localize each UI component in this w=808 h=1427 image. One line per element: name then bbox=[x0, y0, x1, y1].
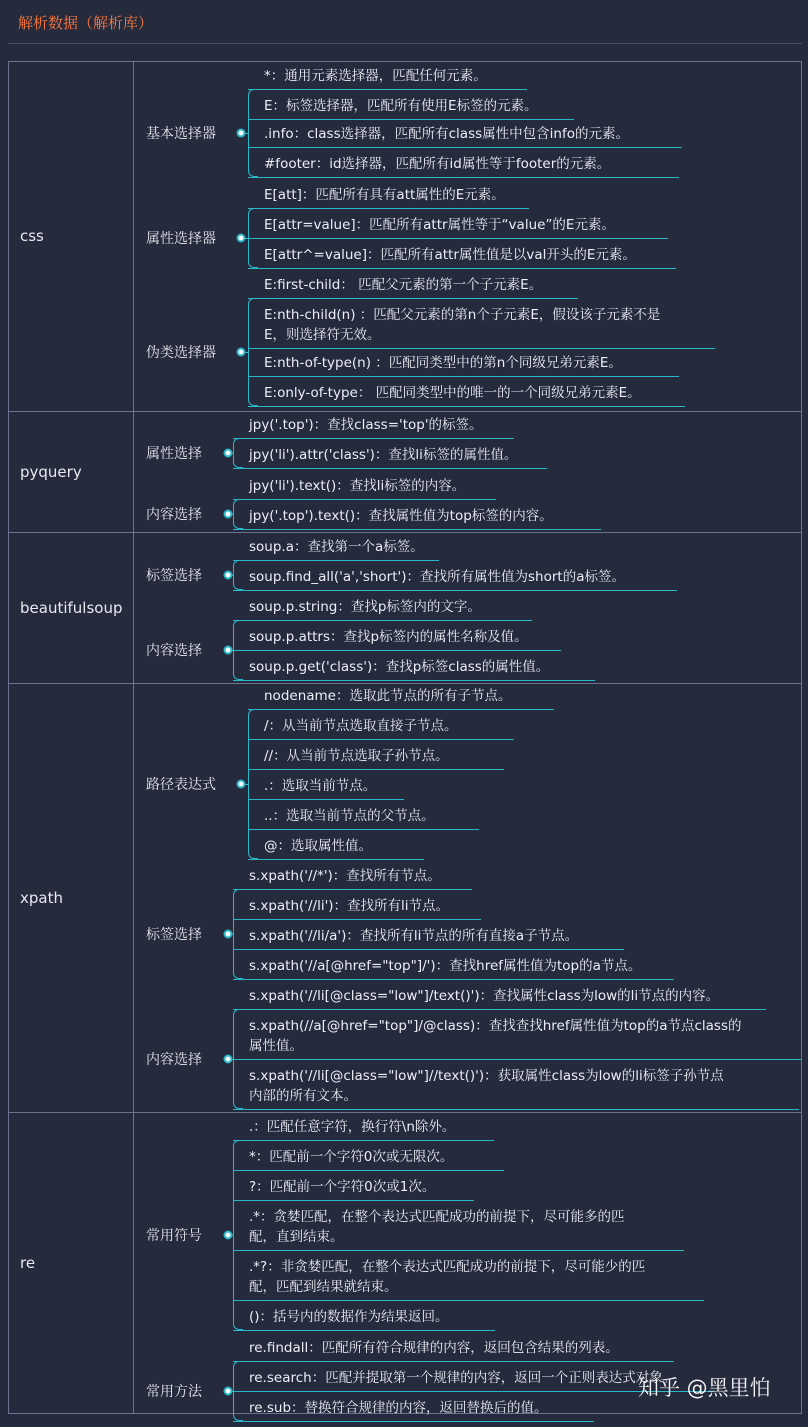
list-item bbox=[264, 124, 629, 144]
list-item bbox=[264, 245, 636, 265]
list-item-text: 内部的所有文本。 bbox=[249, 1088, 357, 1104]
group-bracket bbox=[248, 709, 258, 859]
group-label: 内容选择 bbox=[146, 643, 202, 659]
item-underline bbox=[248, 177, 679, 178]
list-item bbox=[249, 445, 517, 465]
list-item bbox=[249, 627, 528, 647]
list-item bbox=[264, 716, 458, 736]
item-underline bbox=[233, 1170, 504, 1171]
list-item-text: soup.p.string：查找p标签内的文字。 bbox=[249, 599, 481, 615]
group-node-dot bbox=[224, 571, 233, 580]
row-separator bbox=[8, 532, 802, 533]
item-underline bbox=[248, 739, 514, 740]
row-separator bbox=[8, 411, 802, 412]
list-item bbox=[249, 986, 719, 1006]
list-item-text: .*?：非贪婪匹配，在整个表达式匹配成功的前提下，尽可能少的匹 bbox=[249, 1259, 646, 1275]
list-item bbox=[249, 537, 424, 557]
list-item bbox=[249, 1147, 453, 1167]
item-underline bbox=[248, 119, 574, 120]
group-label: 标签选择 bbox=[146, 568, 202, 584]
list-item bbox=[264, 353, 622, 373]
list-item bbox=[249, 1066, 724, 1106]
group-node-dot bbox=[237, 780, 246, 789]
list-item bbox=[249, 926, 578, 946]
row-separator bbox=[8, 683, 802, 684]
watermark: 知乎 @黑里怕 bbox=[638, 1376, 771, 1400]
list-item bbox=[249, 1368, 676, 1388]
list-item-text: s.xpath('//li[@class="low"]/text()')：查找属性class为low的li节点的内容。 bbox=[249, 988, 720, 1004]
list-item bbox=[249, 1398, 548, 1418]
list-item bbox=[264, 275, 542, 295]
list-item bbox=[249, 896, 449, 916]
item-underline bbox=[233, 590, 677, 591]
list-item bbox=[249, 506, 553, 526]
list-item-text: soup.a：查找第一个a标签。 bbox=[249, 539, 424, 555]
list-item-text: s.xpath('//li/a')：查找所有li节点的所有直接a子节点。 bbox=[249, 928, 579, 944]
item-underline bbox=[233, 919, 481, 920]
item-underline bbox=[233, 468, 547, 469]
list-item-text: E:only-of-type： 匹配同类型中的唯一的一个同级兄弟元素E。 bbox=[264, 385, 641, 401]
column-divider bbox=[133, 61, 134, 1414]
list-item bbox=[264, 836, 372, 856]
list-item-text: soup.p.attrs：查找p标签内的属性名称及值。 bbox=[249, 629, 528, 645]
list-item bbox=[249, 1117, 455, 1137]
list-item-text: re.sub：替换符合规律的内容，返回替换后的值。 bbox=[249, 1400, 548, 1416]
list-item-text: ()：括号内的数据作为结果返回。 bbox=[249, 1309, 449, 1325]
item-underline bbox=[233, 979, 674, 980]
group-label: 常用符号 bbox=[146, 1228, 202, 1244]
list-item-text: nodename：选取此节点的所有子节点。 bbox=[264, 688, 512, 704]
row-separator bbox=[8, 1112, 802, 1113]
item-underline bbox=[233, 949, 624, 950]
title-bar bbox=[8, 0, 802, 44]
list-item-text: 属性值。 bbox=[249, 1038, 303, 1054]
group-node-dot bbox=[224, 449, 233, 458]
list-item-text: ..：选取当前节点的父节点。 bbox=[264, 808, 435, 824]
list-item-text: s.xpath('//li')：查找所有li节点。 bbox=[249, 898, 450, 914]
list-item bbox=[249, 1307, 449, 1327]
list-item bbox=[249, 1177, 435, 1197]
list-item-text: soup.p.get('class')：查找p标签class的属性值。 bbox=[249, 659, 550, 675]
group-label: 属性选择器 bbox=[146, 231, 216, 247]
group-bracket bbox=[248, 298, 258, 406]
list-item bbox=[249, 476, 465, 496]
group-node-dot bbox=[237, 348, 246, 357]
list-item-text: ?：匹配前一个字符0次或1次。 bbox=[249, 1179, 436, 1195]
group-node-dot bbox=[224, 510, 233, 519]
list-item-text: /：从当前节点选取直接子节点。 bbox=[264, 718, 458, 734]
list-item-text: @：选取属性值。 bbox=[264, 838, 372, 854]
list-item-text: soup.find_all('a','short')：查找所有属性值为short的a标签。 bbox=[249, 569, 625, 585]
list-item-text: jpy('li').attr('class')：查找li标签的属性值。 bbox=[249, 447, 518, 463]
list-item-text: .：选取当前节点。 bbox=[264, 778, 377, 794]
list-item-text: E:first-child： 匹配父元素的第一个子元素E。 bbox=[264, 277, 543, 293]
item-underline bbox=[248, 208, 529, 209]
group-bracket bbox=[233, 438, 243, 468]
group-bracket bbox=[248, 89, 258, 177]
item-underline bbox=[233, 650, 561, 651]
item-underline bbox=[248, 238, 668, 239]
list-item-text: s.xpath('//li[@class="low"]//text()')：获取属性class为low的li标签子孙节点 bbox=[249, 1068, 724, 1084]
group-label: 内容选择 bbox=[146, 1052, 202, 1068]
list-item bbox=[264, 806, 435, 826]
item-underline bbox=[233, 620, 532, 621]
list-item bbox=[249, 1207, 625, 1247]
item-underline bbox=[248, 348, 715, 349]
item-underline bbox=[248, 829, 479, 830]
list-item-text: E[attr=value]：匹配所有attr属性等于“value”的E元素。 bbox=[264, 217, 615, 233]
item-underline bbox=[248, 709, 554, 710]
group-node-dot bbox=[224, 1387, 233, 1396]
item-underline bbox=[248, 799, 404, 800]
list-item-text: jpy('.top')：查找class='top'的标签。 bbox=[249, 417, 483, 433]
list-item-text: 配，直到结束。 bbox=[249, 1229, 344, 1245]
list-item-text: re.search：匹配并提取第一个规律的内容，返回一个正则表达式对象。 bbox=[249, 1370, 677, 1386]
item-underline bbox=[248, 268, 676, 269]
item-underline bbox=[248, 89, 527, 90]
list-item bbox=[264, 66, 487, 86]
item-underline bbox=[248, 859, 424, 860]
list-item-text: E[attr^=value]：匹配所有attr属性值是以val开头的E元素。 bbox=[264, 247, 636, 263]
list-item bbox=[264, 776, 376, 796]
group-node-dot bbox=[224, 1231, 233, 1240]
group-label: 路径表达式 bbox=[146, 777, 216, 793]
list-item-text: .info：class选择器，匹配所有class属性中包含info的元素。 bbox=[264, 126, 629, 142]
list-item-text: E[att]：匹配所有具有att属性的E元素。 bbox=[264, 187, 505, 203]
list-item-text: E:nth-child(n) ：匹配父元素的第n个子元素E，假设该子元素不是 bbox=[264, 307, 661, 323]
group-node-dot bbox=[224, 1055, 233, 1064]
item-underline bbox=[248, 298, 578, 299]
item-underline bbox=[233, 560, 439, 561]
item-underline bbox=[233, 438, 514, 439]
item-underline bbox=[248, 376, 679, 377]
list-item bbox=[264, 686, 511, 706]
item-underline bbox=[233, 1330, 495, 1331]
group-label: 内容选择 bbox=[146, 507, 202, 523]
item-underline bbox=[233, 680, 595, 681]
group-label: 属性选择 bbox=[146, 446, 202, 462]
item-underline bbox=[233, 1300, 704, 1301]
item-underline bbox=[233, 529, 601, 530]
list-item bbox=[264, 215, 615, 235]
list-item-text: s.xpath('//*')：查找所有节点。 bbox=[249, 868, 441, 884]
item-underline bbox=[233, 1421, 594, 1422]
group-label: 基本选择器 bbox=[146, 126, 216, 142]
section-label-re: re bbox=[20, 1254, 36, 1272]
list-item-text: E：标签选择器，匹配所有使用E标签的元素。 bbox=[264, 98, 538, 114]
list-item-text: s.xpath(//a[@href="top"]/@class)：查找查找href属性值为top的a节点class的 bbox=[249, 1018, 742, 1034]
list-item-text: jpy('.top').text()：查找属性值为top标签的内容。 bbox=[249, 508, 553, 524]
list-item-text: jpy('li').text()：查找li标签的内容。 bbox=[249, 478, 466, 494]
list-item bbox=[264, 305, 660, 345]
list-item bbox=[249, 866, 441, 886]
list-item-text: E，则选择符无效。 bbox=[264, 327, 381, 343]
list-item-text: *：通用元素选择器，匹配任何元素。 bbox=[264, 68, 487, 84]
item-underline bbox=[233, 1059, 801, 1060]
group-node-dot bbox=[224, 646, 233, 655]
item-underline bbox=[233, 1250, 684, 1251]
list-item bbox=[264, 746, 449, 766]
list-item bbox=[264, 154, 610, 174]
list-item bbox=[249, 567, 625, 587]
group-node-dot bbox=[237, 234, 246, 243]
list-item-text: //：从当前节点选取子孙节点。 bbox=[264, 748, 449, 764]
item-underline bbox=[248, 769, 504, 770]
section-label-css: css bbox=[20, 227, 44, 245]
section-label-beautifulsoup: beautifulsoup bbox=[20, 598, 123, 617]
group-node-dot bbox=[237, 129, 246, 138]
item-underline bbox=[233, 1109, 799, 1110]
item-underline bbox=[233, 499, 496, 500]
list-item-text: s.xpath('//a[@href="top"]/')：查找href属性值为top的a节点。 bbox=[249, 958, 642, 974]
list-item bbox=[249, 1338, 619, 1358]
list-item bbox=[249, 1016, 742, 1056]
list-item bbox=[264, 185, 505, 205]
item-underline bbox=[248, 406, 685, 407]
list-item-text: 配，匹配到结果就结束。 bbox=[249, 1279, 398, 1295]
page-title: 解析数据（解析库） bbox=[18, 14, 154, 32]
item-underline bbox=[233, 1361, 674, 1362]
list-item bbox=[249, 956, 641, 976]
item-underline bbox=[233, 1009, 766, 1010]
item-underline bbox=[233, 1140, 494, 1141]
item-underline bbox=[233, 889, 472, 890]
list-item bbox=[249, 1257, 645, 1297]
list-item bbox=[264, 96, 538, 116]
list-item-text: re.findall：匹配所有符合规律的内容，返回包含结果的列表。 bbox=[249, 1340, 619, 1356]
group-bracket bbox=[233, 499, 243, 529]
list-item bbox=[249, 415, 483, 435]
item-underline bbox=[248, 147, 682, 148]
section-label-pyquery: pyquery bbox=[20, 462, 82, 481]
group-bracket bbox=[233, 1140, 243, 1330]
group-bracket bbox=[233, 889, 243, 979]
list-item-text: .*：贪婪匹配，在整个表达式匹配成功的前提下，尽可能多的匹 bbox=[249, 1209, 625, 1225]
list-item bbox=[249, 597, 481, 617]
group-bracket bbox=[233, 560, 243, 590]
group-node-dot bbox=[224, 930, 233, 939]
list-item bbox=[249, 657, 549, 677]
list-item-text: .：匹配任意字符，换行符\n除外。 bbox=[249, 1119, 456, 1135]
section-label-xpath: xpath bbox=[20, 888, 63, 907]
list-item-text: E:nth-of-type(n) ：匹配同类型中的第n个同级兄弟元素E。 bbox=[264, 355, 622, 371]
group-label: 伪类选择器 bbox=[146, 345, 216, 361]
group-label: 标签选择 bbox=[146, 927, 202, 943]
group-label: 常用方法 bbox=[146, 1384, 202, 1400]
item-underline bbox=[233, 1200, 474, 1201]
list-item-text: *：匹配前一个字符0次或无限次。 bbox=[249, 1149, 454, 1165]
list-item-text: #footer：id选择器，匹配所有id属性等于footer的元素。 bbox=[264, 156, 611, 172]
list-item bbox=[264, 383, 641, 403]
